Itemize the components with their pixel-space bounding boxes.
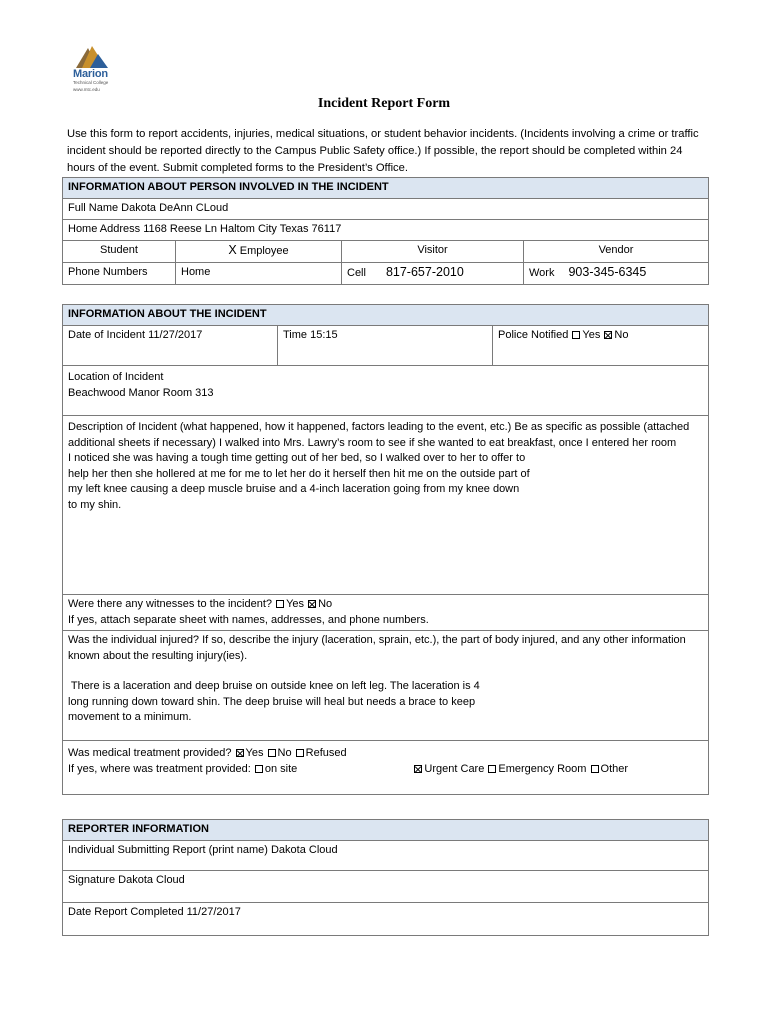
injury-line: long running down toward shin. The deep bruise will heal but needs a brace to keep [68,695,476,708]
location-field[interactable]: Location of Incident Beachwood Manor Room 313 [63,366,709,416]
description-prompt: Description of Incident (what happened, how it happened, factors leading to the event, etc.) Be as specific as possible (attached additional sheets if necessary) I walked into Mrs. Lawry’s room to see if she wanted to eat breakfast, once I entered her room [68,421,690,449]
employee-check-mark: X [228,243,237,257]
witness-no-checkbox[interactable] [308,600,316,608]
page-title: Incident Report Form [317,96,451,111]
signature-field[interactable]: Signature Dakota Cloud [63,871,709,903]
logo-subtitle: Technical College [73,80,109,85]
description-line: to my shin. [68,498,122,511]
type-vendor[interactable]: Vendor [524,241,709,263]
person-table [62,177,709,285]
urgent-care-checkbox[interactable] [414,765,422,773]
witness-note: If yes, attach separate sheet with names, addresses, and phone numbers. [68,613,429,626]
injury-question: Was the individual injured? If so, describe the injury (laceration, sprain, etc.), the part of body injured, and any other information known about the resulting injury(ies). [68,634,686,662]
reporter-header: REPORTER INFORMATION [63,820,709,841]
police-no-checkbox[interactable] [604,331,612,339]
person-header: INFORMATION ABOUT PERSON INVOLVED IN THE INCIDENT [63,178,709,199]
type-employee[interactable]: X Employee [176,241,342,263]
police-notified-field: Police Notified Yes No [493,326,709,366]
full-name-field[interactable]: Full Name Dakota DeAnn CLoud [63,199,709,220]
on-site-checkbox[interactable] [255,765,263,773]
police-yes-checkbox[interactable] [572,331,580,339]
description-line: help her then she hollered at me for me to let her do it herself then hit me on the outside part of [68,467,530,480]
description-line: I noticed she was having a tough time getting out of her bed, so I walked over to her to offer to [68,452,526,464]
emergency-room-checkbox[interactable] [488,765,496,773]
home-address-field[interactable]: Home Address 1168 Reese Ln Haltom City Texas 76117 [63,220,709,241]
treatment-field: Was medical treatment provided? Yes No Refused If yes, where was treatment provided: on site Urgent Care Emergency Room Other [63,741,709,795]
description-line: my left knee causing a deep muscle bruise and a 4-inch laceration going from my knee down [68,483,520,495]
submitter-field[interactable]: Individual Submitting Report (print name) Dakota Cloud [63,841,709,871]
injury-field[interactable] [63,631,709,741]
type-student[interactable]: Student [63,241,176,263]
location-value: Beachwood Manor Room 313 [68,386,214,399]
type-visitor[interactable]: Visitor [342,241,524,263]
witness-field: Were there any witnesses to the incident? Yes No If yes, attach separate sheet with names, addresses, and phone numbers. [63,595,709,631]
incident-date-field[interactable]: Date of Incident 11/27/2017 [63,326,278,366]
date-completed-field[interactable]: Date Report Completed 11/27/2017 [63,903,709,936]
intro-text: Use this form to report accidents, injuries, medical situations, or student behavior incidents. (Incidents involving a crime or traffic incident should be reported directly to the Campus Public Safety office.) If possible, the report should be completed within 24 hours of the event. Submit completed forms to the President’s Office. [67,128,699,174]
work-phone-value: 903-345-6345 [568,264,647,279]
other-checkbox[interactable] [591,765,599,773]
cell-phone-field[interactable]: Cell 817-657-2010 [342,262,524,284]
cell-phone-value: 817-657-2010 [385,264,464,279]
treatment-yes-checkbox[interactable] [236,749,244,757]
home-phone-field[interactable]: Home [176,262,342,284]
witness-yes-checkbox[interactable] [276,600,284,608]
description-field[interactable] [63,416,709,595]
logo-name: Marion [73,68,108,80]
treatment-refused-checkbox[interactable] [296,749,304,757]
injury-line: movement to a minimum. [68,711,192,723]
work-phone-field[interactable]: Work 903-345-6345 [524,262,709,284]
incident-table [62,304,709,795]
injury-line: There is a laceration and deep bruise on outside knee on left leg. The laceration is 4 [68,680,480,692]
mountain-logo-icon [68,44,120,70]
incident-header: INFORMATION ABOUT THE INCIDENT [63,305,709,326]
incident-time-field[interactable]: Time 15:15 [278,326,493,366]
reporter-table [62,819,709,936]
phone-label: Phone Numbers [63,262,176,284]
treatment-no-checkbox[interactable] [268,749,276,757]
logo-url: www.mtc.edu [73,87,100,92]
